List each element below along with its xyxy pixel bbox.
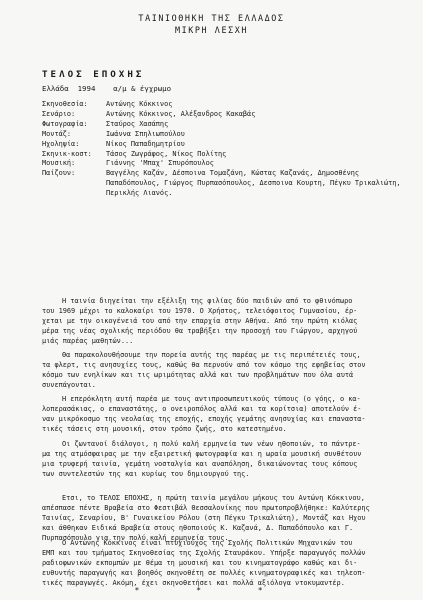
film-format: α/μ & έγχρωμο — [113, 84, 172, 93]
end-separator: * * * — [134, 586, 289, 595]
credit-names: Αντώνης Κόκκινος, Αλέξανδρος Κακαβάς — [106, 109, 256, 118]
text-line: Ο Αντώνης Κόκκινος είναι πτυχιούχος της Σχολής Πολιτικών Μηχανικών του — [62, 539, 353, 547]
credit-names: Σταύρος Χασάπης — [106, 119, 169, 128]
credit-role: Σκηνοθεσία: — [42, 100, 88, 108]
text-line: Η επερόκλητη αυτή παρέα με τους αντιπροσωπευτικούς τύπους (ο γόης, ο κα- — [62, 395, 361, 403]
credit-names: Βαγγέλης Καζάν, Δέσποινα Τομαζάνη, Κώστας Καζανάς, Δημοσθένης Παπαδόπουλος, Γιώργος Πυρπασόπουλος, Δεσποινα Κουρτη, Πέγκυ Τρικαλιώτη, Περικλής Λιανός. — [106, 169, 401, 198]
text-line: Θα παρακολουθήσουμε την πορεία αυτής της παρέας με τις περιπέτειές τους, — [62, 351, 361, 359]
synopsis-paragraph — [42, 297, 387, 347]
critique-paragraph — [42, 440, 387, 480]
text-line: τα φλερτ, τις ανησυχίες τους, καθώς θα περνούν από τον κόσμο της εφηβείας στον — [42, 360, 366, 369]
text-line: Οι ζωντανοί διάλογοι, η πολύ καλή ερμηνεία των νέων ηθοποιών, το πάντρε- — [62, 440, 361, 448]
text-line: ναν μικρόκοσμο της νεολαίας της εποχής, εποχής γεμάτης ανησυχίας και επαναστα- — [42, 414, 366, 423]
text-line: Η ταινία διηγείται την εξέλιξη της φιλίας δύο παιδιών από το φθινόπωρο — [62, 297, 353, 305]
text-line: μιάς παρέας μαθητών... — [42, 336, 134, 345]
credit-row — [42, 110, 402, 120]
text-line: χεται με την οικογένειά του από την επαρχία στην Αθήνα. Από την πρώτη κιόλας — [42, 316, 358, 325]
text-line: συνεπάγονται. — [42, 380, 96, 389]
text-line: Πυρπασόπουλο για την πολύ καλή ερμηνεία τους. — [42, 533, 229, 542]
credit-row — [42, 169, 402, 199]
credit-row — [42, 150, 402, 160]
text-line: του 1969 μέχρι το καλοκαίρι του 1970. Ο Χρήστος, τελειόφοιτος Γυμνασίου, έρ- — [42, 306, 358, 315]
text-line: και άθθηκαν Ειδικά Βραβεία στους ηθοποιούς Κ. Καζανά, Δ. Παπαδόπουλο και Γ. — [42, 523, 354, 532]
film-title: ΤΕΛΟΣ ΕΠΟΧΗΣ — [42, 69, 145, 80]
text-line: μα της ατμόσφαιρας με την εξαιρετική φωτογραφία και η ωραία μουσική συνθέτουν — [42, 449, 362, 458]
text-line: ραδιοφωνικών εκπομπών με θέμα τη μουσική και του κινηματογράφο καθώς και δι- — [42, 558, 358, 567]
credit-names: Νίκος Παπαδημητρίου — [106, 139, 185, 148]
credit-names: Τάσος Ζωγράφος, Νίκος Πολίτης — [106, 149, 227, 158]
text-line: ΕΜΠ και του τμήματος Σκηνοθεσίας της Σχολής Σταυράκου. Υπήρξε παραγωγός πολλών — [42, 548, 366, 557]
text-line: Ετσι, το ΤΕΛΟΣ ΕΠΟΧΗΣ, η πρώτη ταινία μεγάλου μήκους του Αντώνη Κόκκινου, — [62, 494, 365, 502]
credit-role: Μουσική: — [42, 159, 76, 168]
credit-role: Φωτογραφία: — [42, 119, 88, 128]
text-line: μια τρυφερή ταινία, γεμάτη νοσταλγία και αναπόληση, δικαιώνοντας τους κόπους — [42, 459, 358, 468]
text-line: μέρα της νέας σχολικής περιόδου θα τραβήξει την προσοχή του Γιώργου, αρχηγού — [42, 326, 358, 335]
credit-role: Παίζουν: — [42, 169, 76, 178]
awards-paragraph — [42, 494, 387, 544]
club-name-header: ΜΙΚΡΗ ΛΕΣΧΗ — [174, 25, 249, 35]
archive-name-header: ΤΑΙΝΙΟΘΗΚΗ ΤΗΣ ΕΛΛΑΔΟΣ — [138, 13, 285, 23]
story-paragraph — [42, 351, 387, 391]
text-line: των συντελεστών της και κυρίως του δημιουργού της. — [42, 469, 250, 478]
credit-role: Σκηνικ-κοστ: — [42, 149, 92, 158]
credit-names: Γιάννης 'Μπαχ' Σπυρόπουλος — [106, 159, 214, 168]
credit-names: Ιωάννα Σπηλιωπούλου — [106, 129, 185, 138]
director-bio-paragraph — [42, 539, 387, 589]
text-line: απέσπασε πέντε Βραβεία στο Φεστιβάλ Θεσσαλονίκης που πρωτοπροβλήθηκε: Καλύτερης — [42, 503, 370, 512]
credit-row — [42, 120, 402, 130]
text-line: λοπερασάκιας, ο επαναστάτης, ο ονειροπόλος αλλά και τα κορίτσια) αποτελούν έ- — [42, 404, 362, 413]
credit-row — [42, 130, 402, 140]
characters-paragraph — [42, 395, 387, 435]
credit-row — [42, 140, 402, 150]
text-line: ευθυντής παραγωγής και βοηθός σκηνοθέτη σε πολλές κινηματογραφικές και τηλεοπ- — [42, 568, 366, 577]
credits-list — [42, 100, 402, 199]
credit-role: Ηχοληψία: — [42, 139, 80, 148]
credit-row — [42, 100, 402, 110]
credit-role: Μοντάζ: — [42, 129, 72, 138]
text-line: τικές παραγωγές. Ακόμη, έχει σκηνοθετήσει και πολλά αξιόλογα ντοκυμαντέρ. — [42, 578, 345, 587]
credit-row — [42, 159, 402, 169]
credit-role: Σενάριο: — [42, 109, 76, 118]
country-year: Ελλάδα 1994 — [42, 84, 96, 93]
text-line: Ταινίας, Σεναρίου, Β' Γυναικείου Ρόλου (στη Πέγκυ Τρικαλιώτη), Μοντάζ και Ηχου — [42, 513, 366, 522]
text-line: τικές τάσεις στη μουσική, στον τρόπο ζωής, στο κατεστημένο. — [42, 424, 287, 433]
credit-names: Αντώνης Κόκκινος — [106, 100, 173, 108]
film-info-line — [42, 84, 171, 93]
text-line: κόσμο των ενηλίκων και τις ωριμότητας αλλά και των προβλημάτων που όλα αυτά — [42, 370, 354, 379]
